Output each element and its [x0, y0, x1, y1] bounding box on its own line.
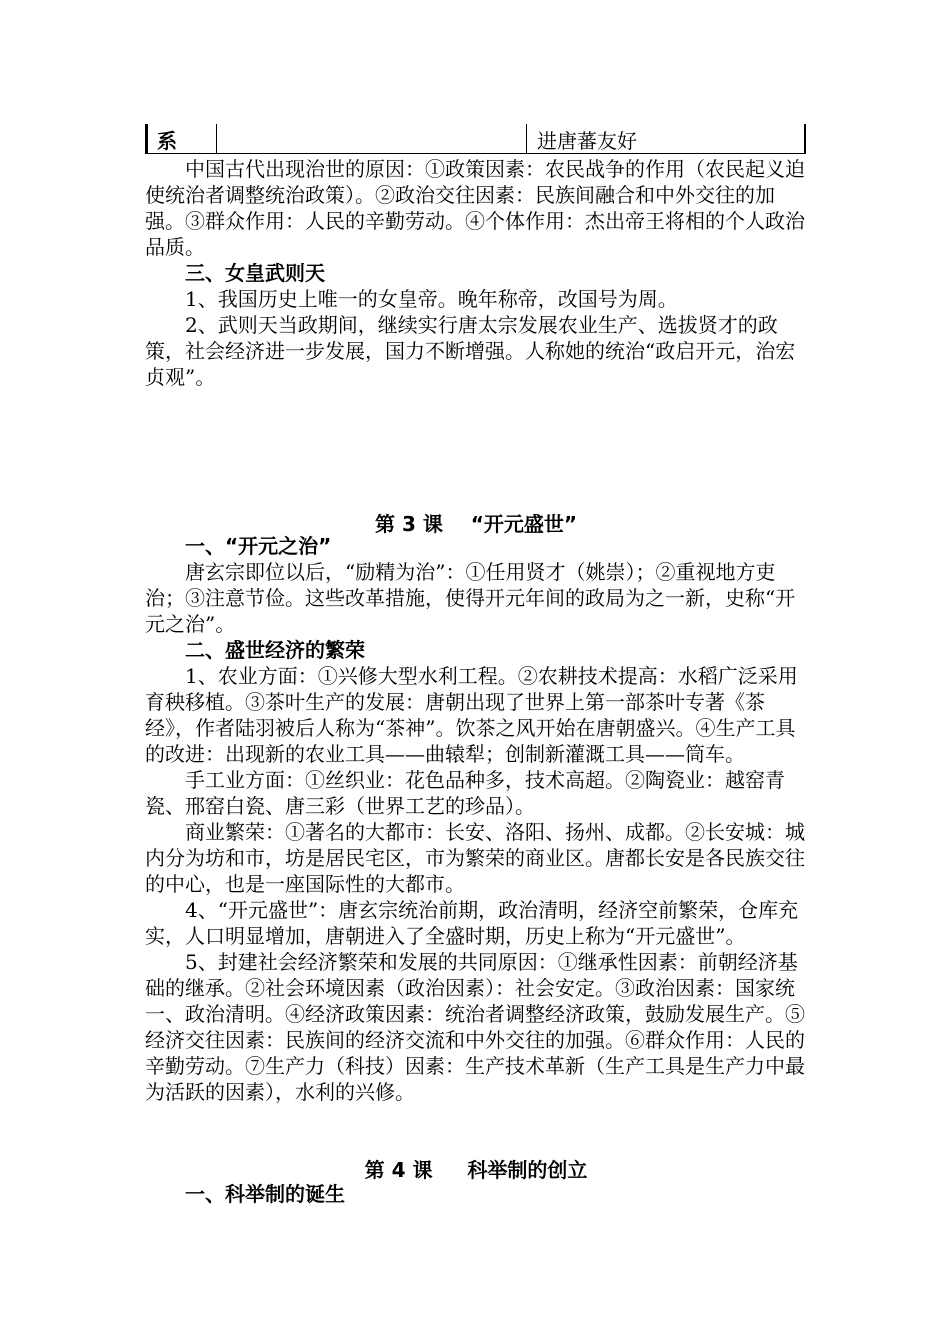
paragraph-kaiyuan-prosperity: 4、“开元盛世”：唐玄宗统治前期，政治清明，经济空前繁荣，仓库充实，人口明显增加，唐朝进入了全盛时期，历史上称为“开元盛世”。 — [145, 898, 799, 948]
table-fragment — [145, 124, 807, 154]
table-cell-1: 系 — [157, 129, 177, 153]
table-divider-2 — [526, 124, 527, 154]
table-divider-1 — [216, 124, 217, 154]
reason-paragraph: 中国古代出现治世的原因：①政策因素：农民战争的作用（农民起义迫使统治者调整统治政策）。②政治交往因素：民族间融合和中外交往的加强。③群众作用：人民的辛勤劳动。④个体作用：杰出帝王将相的个人政治品质。 — [145, 157, 805, 259]
heading-economy: 二、盛世经济的繁荣 — [185, 638, 365, 662]
table-border-right — [804, 124, 806, 154]
paragraph-wu-1: 1、我国历史上唯一的女皇帝。晚年称帝，改国号为周。 — [185, 287, 678, 311]
table-cell-3: 进唐蕃友好 — [537, 129, 637, 153]
paragraph-agriculture: 1、农业方面：①兴修大型水利工程。②农耕技术提高：水稻广泛采用育秧移植。③茶叶生产的发展：唐朝出现了世界上第一部茶叶专著《茶经》，作者陆羽被后人称为“茶神”。饮茶之风开始在唐朝盛兴。④生产工具的改进：出现新的农业工具——曲辕犁；创制新灌溉工具——筒车。 — [145, 664, 798, 766]
paragraph-commerce: 商业繁荣：①著名的大都市：长安、洛阳、扬州、成都。②长安城：城内分为坊和市，坊是居民宅区，市为繁荣的商业区。唐都长安是各民族交往的中心，也是一座国际性的大都市。 — [145, 820, 805, 896]
lesson-4-title: 第 4 课 科举制的创立 — [364, 1158, 588, 1182]
heading-imperial-exam: 一、科举制的诞生 — [185, 1182, 345, 1206]
paragraph-common-reasons: 5、封建社会经济繁荣和发展的共同原因：①继承性因素：前朝经济基础的继承。②社会环境因素（政治因素）：社会安定。③政治因素：国家统一、政治清明。④经济政策因素：统治者调整经济政策，鼓励发展生产。⑤经济交往因素：民族间的经济交流和中外交往的加强。⑥群众作用：人民的辛勤劳动。⑦生产力（科技）因素：生产技术革新（生产工具是生产力中最为活跃的因素），水利的兴修。 — [145, 950, 805, 1104]
paragraph-handicraft: 手工业方面：①丝织业：花色品种多，技术高超。②陶瓷业：越窑青瓷、邢窑白瓷、唐三彩（世界工艺的珍品）。 — [145, 768, 785, 818]
section-lesson-3 — [145, 533, 807, 1105]
table-border-left — [145, 124, 148, 154]
section-wu-zetian — [145, 156, 807, 390]
heading-kaiyuan-rule: 一、“开元之治” — [185, 534, 332, 558]
heading-wu-zetian: 三、女皇武则天 — [185, 261, 325, 285]
paragraph-wu-2: 2、武则天当政期间，继续实行唐太宗发展农业生产、选拔贤才的政策，社会经济进一步发展，国力不断增强。人称她的统治“政启开元，治宏贞观”。 — [145, 313, 796, 389]
lesson-3-title: 第 3 课 “开元盛世” — [375, 512, 577, 536]
table-border-bottom — [145, 153, 806, 154]
paragraph-kaiyuan-rule: 唐玄宗即位以后，“励精为治”：①任用贤才（姚崇）；②重视地方吏治；③注意节俭。这些改革措施，使得开元年间的政局为之一新，史称“开元之治”。 — [145, 560, 796, 636]
section-lesson-4 — [145, 1181, 807, 1207]
